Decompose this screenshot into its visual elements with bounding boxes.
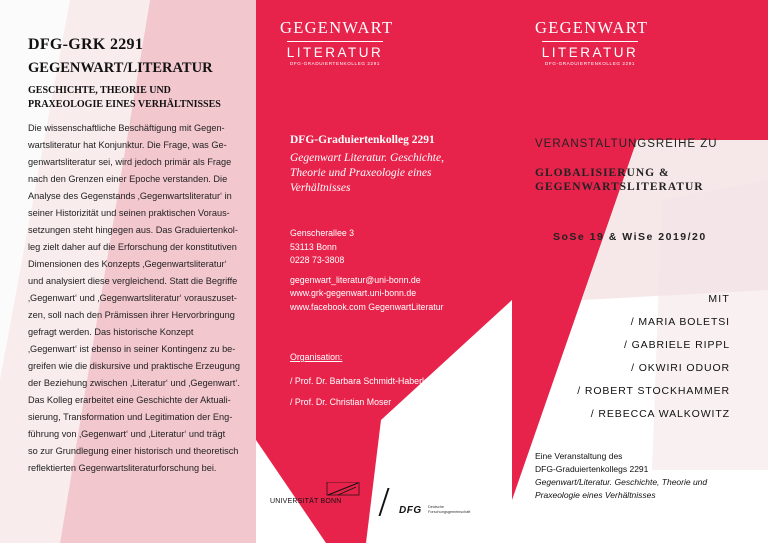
organizer-item: / Prof. Dr. Christian Moser [290,397,392,407]
body-line: reflektierten Gegenwartsliteraturforschung bei. [28,463,217,473]
body-line: greifen wie die diskursive und praktische Erzeugung [28,361,240,371]
subtitle-line: PRAXEOLOGIE EINES VERHÄLTNISSES [28,99,221,110]
footer-line: Praxeologie eines Verhältnisses [535,490,656,500]
body-line: nach den Grenzen einer Epoche verstanden. Die [28,174,228,184]
event-series-heading: VERANSTALTUNGSREIHE ZU [535,138,718,150]
logo-line1: GEGENWART [280,18,394,37]
phone-number: 0228 73-3808 [290,255,345,265]
logo-divider [287,41,383,42]
logo-line2: LITERATUR [286,45,384,60]
gegenwart-literatur-logo [280,18,394,66]
university-name: UNIVERSITÄT BONN [270,498,342,505]
title-line: GLOBALISIERUNG & [535,167,670,179]
body-line: Analyse des Gegenstands ‚Gegenwartsliteratur‘ in [28,191,232,201]
document-title-2: GEGENWART/LITERATUR [28,60,213,76]
document-title: DFG-GRK 2291 [28,36,144,53]
body-line: Dimensionen des Konzepts ‚Gegenwartsliteratur‘ [28,259,227,269]
logo-line2: LITERATUR [541,45,639,60]
dfg-logo: DFG [399,505,422,516]
footer-line: Gegenwart/Literatur. Geschichte, Theorie und [535,477,708,487]
logo-line1: GEGENWART [535,18,649,37]
description-line: Theorie und Praxeologie eines [290,167,432,179]
description-line: Verhältnisses [290,182,351,194]
body-line: Die wissenschaftliche Beschäftigung mit Gegen- [28,123,225,133]
organisation-heading: Organisation: [290,352,343,362]
gegenwart-literatur-logo [535,18,649,66]
document-subtitle [28,84,238,112]
address-city: 53113 Bonn [290,241,337,252]
body-line: seiner Historizität und seinen praktischen Voraus- [28,208,230,218]
body-line: leg zielt daher auf die Erforschung der konstitutiven [28,242,237,252]
dfg-subtext-line: Deutsche [428,505,445,509]
body-line: ‚Gegenwart‘ und ‚Gegenwartsliteratur‘ vorauszuset- [28,293,237,303]
body-line: der Beziehung zwischen ‚Literatur‘ und ‚Gegenwart‘. [28,378,240,388]
dfg-logo-subtext [428,505,470,514]
semester-label: SoSe 19 & WiSe 2019/20 [553,231,707,243]
body-text [28,120,243,477]
mit-label: MIT [708,293,730,305]
contact-block [290,227,444,314]
website-link[interactable]: www.grk-gegenwart.uni-bonn.de [290,288,417,298]
logo-divider [542,41,638,42]
speaker-item: / ROBERT STOCKHAMMER [577,385,730,397]
facebook-link[interactable]: www.facebook.com GegenwartLiteratur [290,301,444,312]
body-line: Das Kolleg erarbeitet eine Geschichte der Aktuali- [28,395,231,405]
speaker-item: / OKWIRI ODUOR [631,362,730,374]
body-line: und analysiert diese vergleichend. Statt die Begriffe [28,276,238,286]
title-line: GEGENWARTSLITERATUR [535,181,704,193]
body-line: gefragt werden. Das historische Konzept [28,327,194,337]
address-street: Genscherallee 3 [290,228,355,238]
body-line: genwartsliteratur sei, wird jedoch primär als Frage [28,157,232,167]
event-series-title [535,166,704,194]
body-line: so zur Grundlegung einer historisch und theoretisch [28,446,239,456]
speaker-item: / REBECCA WALKOWITZ [590,408,730,420]
dfg-subtext-line: Forschungsgemeinschaft [428,509,471,514]
body-line: wartsliteratur hat Konjunktur. Die Frage, was Ge- [28,140,227,150]
body-line: führung von ‚Gegenwart‘ und ‚Literatur‘ und trägt [28,429,226,439]
organizer-item: / Prof. Dr. Barbara Schmidt-Haberkamp [290,376,444,386]
footer-note [535,450,755,502]
body-line: sierung, Transformation und Legitimation der Eng- [28,412,233,422]
email-link[interactable]: gegenwart_literatur@uni-bonn.de [290,274,421,285]
footer-line: DFG-Graduiertenkollegs 2291 [535,464,649,474]
university-logo [270,498,376,505]
institution-name: DFG-Graduiertenkolleg 2291 [290,134,435,146]
university-emblem-icon [326,482,360,496]
body-line: zen, soll nach den Prämissen ihrer Hervorbringung [28,310,235,320]
body-line: ‚Gegenwart‘ ist ebenso in seiner Kontingenz zu be- [28,344,236,354]
footer-line: Eine Veranstaltung des [535,451,623,461]
institution-description [290,151,500,196]
speaker-item: / GABRIELE RIPPL [623,339,730,351]
body-line: setzungen steht hingegen aus. Das Graduiertenkol- [28,225,238,235]
speaker-item: / MARIA BOLETSI [630,316,730,328]
description-line: Gegenwart Literatur. Geschichte, [290,152,444,164]
logo-line3: DFG-GRADUIERTENKOLLEG 2291 [289,61,381,66]
subtitle-line: GESCHICHTE, THEORIE UND [28,85,171,96]
logo-line3: DFG-GRADUIERTENKOLLEG 2291 [544,61,636,66]
